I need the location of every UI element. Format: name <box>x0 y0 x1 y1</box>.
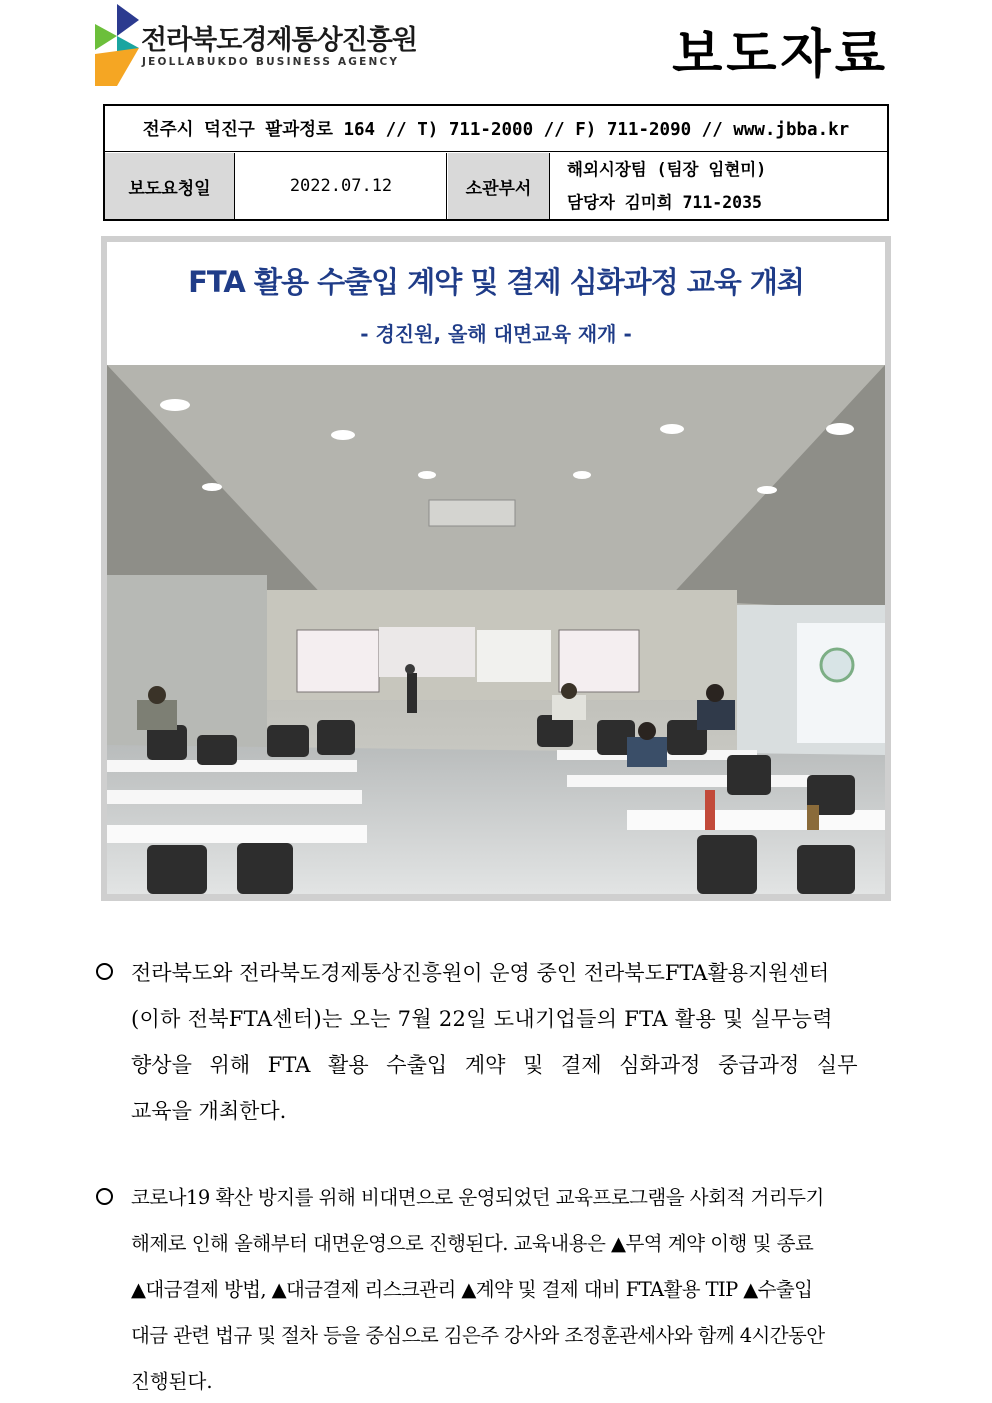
paragraph-1-line-4: 교육을 개최한다. <box>131 1099 287 1123</box>
paragraph-1-line-2: (이하 전북FTA센터)는 오는 7월 22일 도내기업들의 FTA 활용 및 실무능력 <box>131 1007 833 1031</box>
paragraph-2-line-2: 해제로 인해 올해부터 대면운영으로 진행된다. 교육내용은 ▲무역 계약 이행 및 종료 <box>131 1232 814 1255</box>
classroom-photo <box>107 365 885 894</box>
paragraph-1-line-3: 향상을 위해 FTA 활용 수출입 계약 및 결제 심화과정 중급과정 실무 <box>131 1053 858 1077</box>
org-name-english: JEOLLABUKDO BUSINESS AGENCY <box>142 56 400 68</box>
paragraph-2-line-3: ▲대금결제 방법, ▲대금결제 리스크관리 ▲계약 및 결제 대비 FTA활용 TIP ▲수출입 <box>131 1278 813 1301</box>
dept-contact <box>551 153 887 219</box>
contact-info-table <box>103 104 889 221</box>
dept-line-team: 해외시장팀 (팀장 임현미) <box>567 160 767 179</box>
date-value: 2022.07.12 <box>236 153 447 219</box>
circle-bullet-icon <box>96 1188 113 1205</box>
classroom-photo-icon <box>107 365 885 894</box>
dept-label: 소관부서 <box>448 153 550 219</box>
doc-type-title: 보도자료 <box>672 25 889 85</box>
paragraph-2-line-1: 코로나19 확산 방지를 위해 비대면으로 운영되었던 교육프로그램을 사회적 거리두기 <box>131 1186 824 1209</box>
org-logo-mark-icon <box>95 4 139 86</box>
headline-title: FTA 활용 수출입 계약 및 결제 심화과정 교육 개최 <box>188 265 804 299</box>
circle-bullet-icon <box>96 963 113 980</box>
body-paragraph-1 <box>96 950 896 1134</box>
address-line: 전주시 덕진구 팔과정로 164 // T) 711-2000 // F) 711-2090 // www.jbba.kr <box>105 106 887 152</box>
headline-subtitle: - 경진원, 올해 대면교육 재개 - <box>360 322 632 346</box>
paragraph-1-line-1: 전라북도와 전라북도경제통상진흥원이 운영 중인 전라북도FTA활용지원센터 <box>131 961 830 985</box>
paragraph-2-line-4: 대금 관련 법규 및 절차 등을 중심으로 김은주 강사와 조정훈관세사와 함께 4시간동안 <box>131 1324 825 1347</box>
org-logo <box>95 4 417 86</box>
body-paragraph-2 <box>96 1175 896 1403</box>
date-label: 보도요청일 <box>105 153 235 219</box>
org-name: 전라북도경제통상진흥원 <box>141 25 417 56</box>
paragraph-2-line-5: 진행된다. <box>131 1370 213 1393</box>
dept-line-contact: 담당자 김미희 711-2035 <box>567 193 762 212</box>
